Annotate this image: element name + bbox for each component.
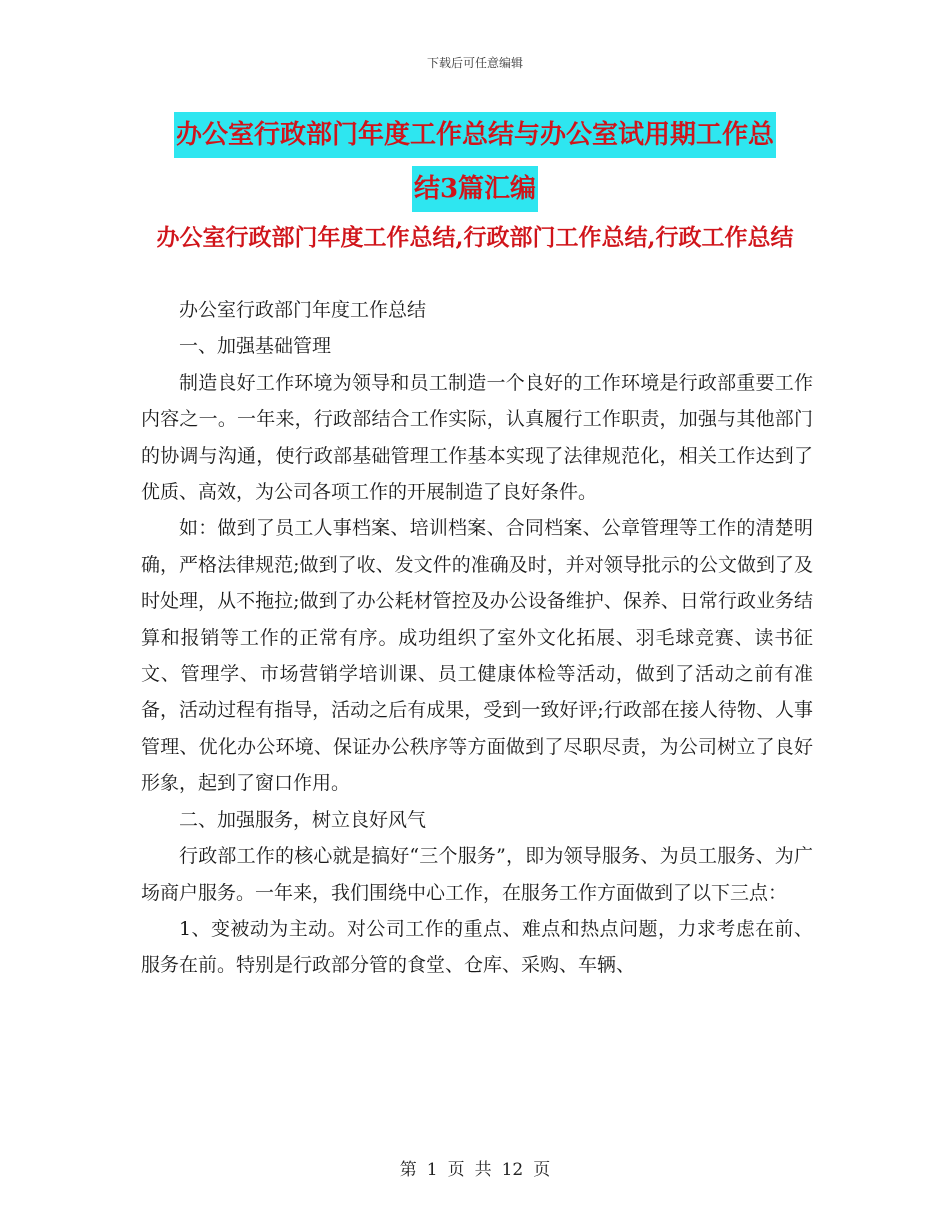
body-paragraph: 如：做到了员工人事档案、培训档案、合同档案、公章管理等工作的清楚明确，严格法律规范;做到了收、发文件的准确及时，并对领导批示的公文做到了及时处理，从不拖拉;做到了办公耗材管控及办公设备维护、保养、日常行政业务结算和报销等工作的正常有序。成功组织了室外文化拓展、羽毛球竞赛、读书征文、管理学、市场营销学培训课、员工健康体检等活动，做到了活动之前有准备，活动过程有指导，活动之后有成果，受到一致好评;行政部在接人待物、人事管理、优化办公环境、保证办公秩序等方面做到了尽职尽责，为公司树立了良好形象，起到了窗口作用。 xyxy=(141,517,813,795)
section-subtitle: 办公室行政部门年度工作总结,行政部门工作总结,行政工作总结 xyxy=(156,224,794,251)
page-footer xyxy=(0,1155,950,1180)
title-line-2: 结3篇汇编 xyxy=(412,166,538,212)
header-note: 下载后可任意编辑 xyxy=(426,56,523,70)
document-title xyxy=(0,108,950,216)
page-current: 1 xyxy=(426,1160,438,1180)
page-label-prefix: 第 xyxy=(399,1160,417,1180)
section-heading-1: 一、加强基础管理 xyxy=(179,335,332,358)
title-line-1: 办公室行政部门年度工作总结与办公室试用期工作总 xyxy=(174,112,776,158)
body-paragraph: 行政部工作的核心就是搞好“三个服务”，即为领导服务、为员工服务、为广场商户服务。一年来，我们围绕中心工作，在服务工作方面做到了以下三点： xyxy=(141,845,813,904)
page-label-mid: 页 xyxy=(447,1160,465,1180)
document-body xyxy=(141,292,813,984)
page-label-suffix: 页 xyxy=(533,1160,551,1180)
page-total: 12 xyxy=(501,1160,524,1180)
body-paragraph: 1、变被动为主动。对公司工作的重点、难点和热点问题，力求考虑在前、服务在前。特别是行政部分管的食堂、仓库、采购、车辆、 xyxy=(141,917,813,977)
page-total-prefix: 共 xyxy=(474,1160,492,1180)
section-heading-2: 二、加强服务，树立良好风气 xyxy=(179,808,427,831)
body-paragraph: 制造良好工作环境为领导和员工制造一个良好的工作环境是行政部重要工作内容之一。一年来，行政部结合工作实际，认真履行工作职责，加强与其他部门的协调与沟通，使行政部基础管理工作基本实现了法律规范化，相关工作达到了优质、高效，为公司各项工作的开展制造了良好条件。 xyxy=(141,371,813,504)
body-heading-title: 办公室行政部门年度工作总结 xyxy=(179,299,427,321)
